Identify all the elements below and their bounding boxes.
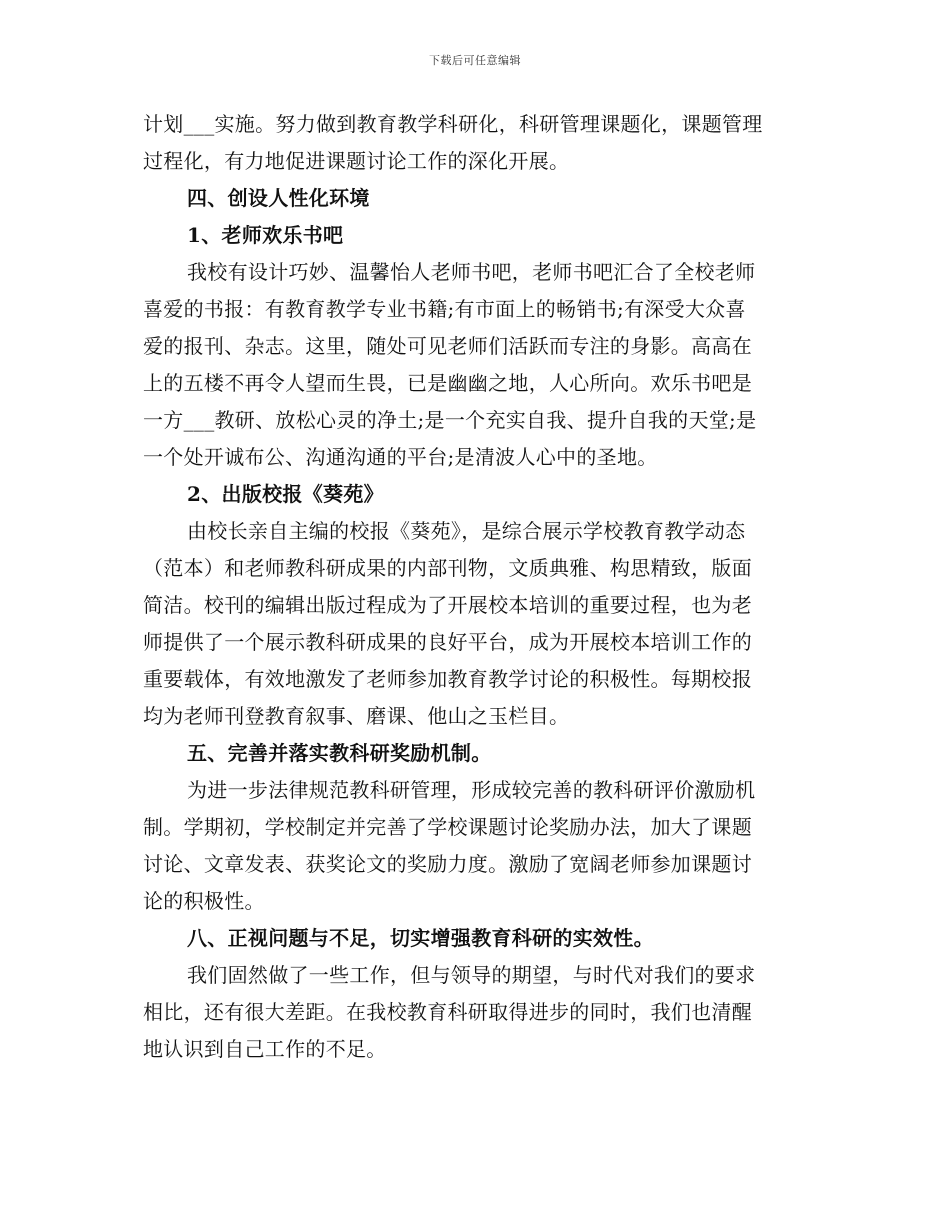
paragraph-line: 为进一步法律规范教科研管理，形成较完善的教科研评价激励机 (187, 778, 756, 802)
paragraph-line: 论的积极性。 (143, 889, 265, 913)
paragraph-line: 计划___实施。努力做到教育教学科研化，科研管理课题化，课题管理 (143, 112, 763, 136)
section-heading: 五、完善并落实教科研奖励机制。 (187, 741, 492, 765)
section-heading: 八、正视问题与不足，切实增强教育科研的实效性。 (187, 926, 654, 950)
section-heading: 四、创设人性化环境 (187, 186, 370, 210)
paragraph-line: 制。学期初，学校制定并完善了学校课题讨论奖励办法，加大了课题 (143, 815, 752, 839)
paragraph-line: 上的五楼不再令人望而生畏，已是幽幽之地，人心所向。欢乐书吧是 (143, 371, 752, 395)
paragraph-line: 我校有设计巧妙、温馨怡人老师书吧，老师书吧汇合了全校老师 (187, 260, 756, 284)
document-body (143, 106, 811, 1068)
paragraph-line: 重要载体，有效地激发了老师参加教育教学讨论的积极性。每期校报 (143, 667, 752, 691)
paragraph-line: 简洁。校刊的编辑出版过程成为了开展校本培训的重要过程，也为老 (143, 593, 752, 617)
page-header: 下载后可任意编辑 (429, 54, 521, 67)
paragraph-line: 爱的报刊、杂志。这里，随处可见老师们活跃而专注的身影。高高在 (143, 334, 752, 358)
paragraph-line: 喜爱的书报：有教育教学专业书籍;有市面上的畅销书;有深受大众喜 (143, 297, 746, 321)
paragraph-line: 均为老师刊登教育叙事、磨课、他山之玉栏目。 (143, 704, 570, 728)
paragraph-line: 讨论、文章发表、获奖论文的奖励力度。激励了宽阔老师参加课题讨 (143, 852, 752, 876)
paragraph-line: 一个处开诚布公、沟通沟通的平台;是清波人心中的圣地。 (143, 445, 658, 469)
paragraph-line: 我们固然做了一些工作，但与领导的期望，与时代对我们的要求 (187, 963, 756, 987)
section-heading: 1、老师欢乐书吧 (187, 223, 344, 247)
paragraph-line: 相比，还有很大差距。在我校教育科研取得进步的同时，我们也清醒 (143, 1000, 752, 1024)
paragraph-line: 由校长亲自主编的校报《葵苑》，是综合展示学校教育教学动态 (187, 519, 746, 543)
section-heading: 2、出版校报《葵苑》 (187, 482, 384, 506)
paragraph-line: 一方___教研、放松心灵的净土;是一个充实自我、提升自我的天堂;是 (143, 408, 757, 432)
paragraph-line: （范本）和老师教科研成果的内部刊物，文质典雅、构思精致，版面 (143, 556, 752, 580)
paragraph-line: 师提供了一个展示教科研成果的良好平台，成为开展校本培训工作的 (143, 630, 752, 654)
paragraph-line: 地认识到自己工作的不足。 (143, 1037, 387, 1061)
paragraph-line: 过程化，有力地促进课题讨论工作的深化开展。 (143, 149, 570, 173)
